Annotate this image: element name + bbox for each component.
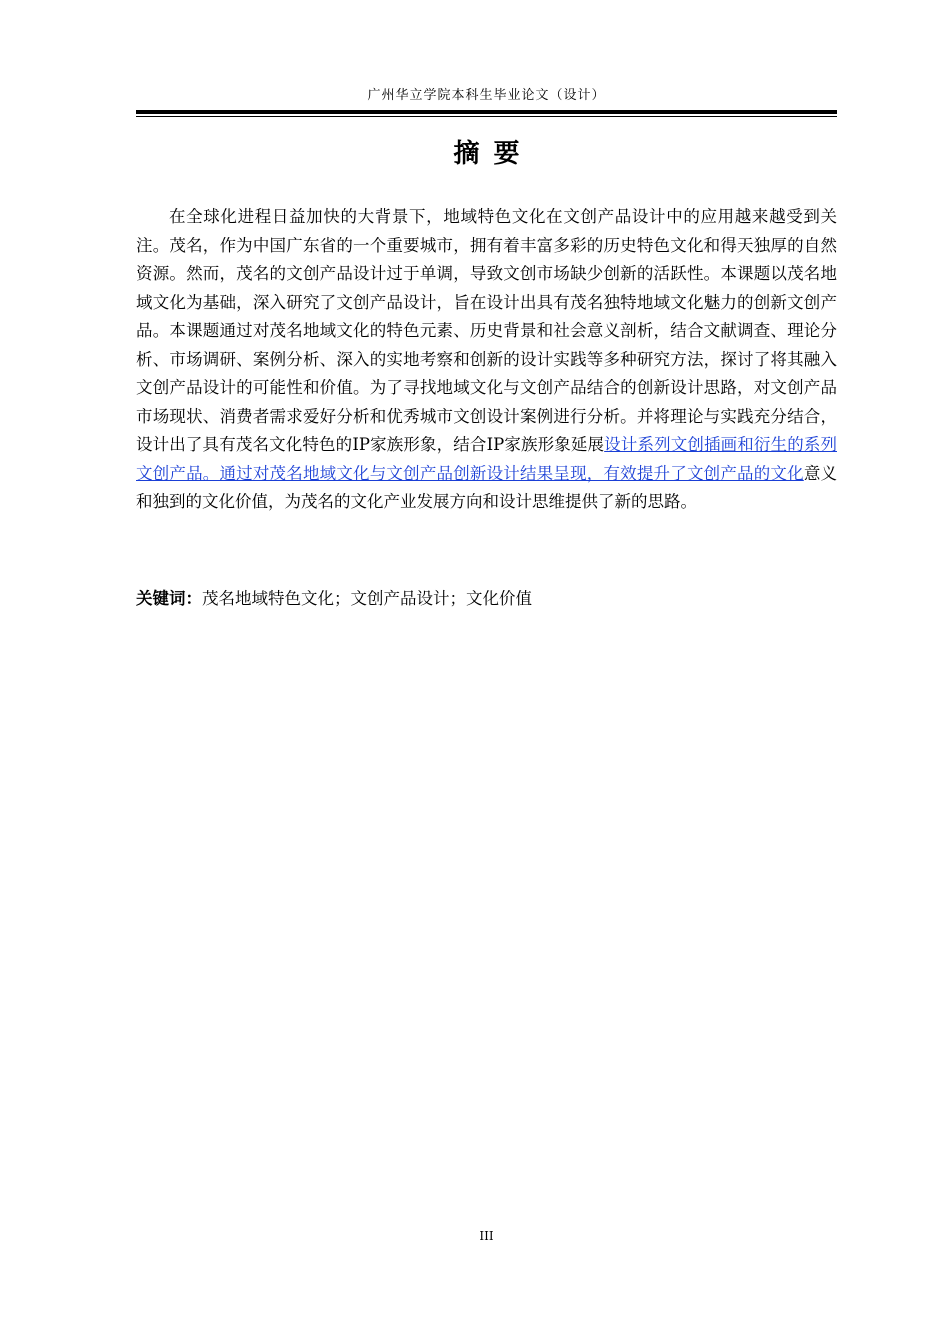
abstract-title: 摘要 [453,139,534,169]
abstract-text-before-link: 在全球化进程日益加快的大背景下，地域特色文化在文创产品设计中的应用越来越受到关注。茂名，作为中国广东省的一个重要城市，拥有着丰富多彩的历史特色文化和得天独厚的自然资源。然而，茂名的文创产品设计过于单调，导致文创市场缺少创新的活跃性。本课题以茂名地域文化为基础，深入研究了文创产品设计，旨在设计出具有茂名独特地域文化魅力的创新文创产品。本课题通过对茂名地域文化的特色元素、历史背景和社会意义剖析，结合文献调查、理论分析、市场调研、案例分析、深入的实地考察和创新的设计实践等多种研究方法，探讨了将其融入文创产品设计的可能性和价值。为了寻找地域文化与文创产品结合的创新设计思路，对文创产品市场现状、消费者需求爱好分析和优秀城市文创设计案例进行分析。并将理论与实践充分结合，设计出了具有茂名文化特色的IP家族形象，结合IP家族形象延展 [136,207,837,454]
page-number: III [479,1229,494,1243]
abstract-link[interactable]: 设计系列文创插画和衍生的系列文创产品。通过对茂名地域文化与文创产品创新设计结果呈现，有效提升了文创产品的文化 [136,435,837,483]
header-rule-thin [136,116,837,117]
keywords-label: 关键词： [136,589,202,608]
running-header: 广州华立学院本科生毕业论文（设计） [367,88,606,103]
header-rule-thick [136,110,837,114]
keywords [136,585,837,613]
abstract-body [136,203,837,517]
keywords-value: 茂名地域特色文化；文创产品设计；文化价值 [202,589,532,608]
abstract-text-after-link: 意义和独到的文化价值，为茂名的文化产业发展方向和设计思维提供了新的思路。 [136,463,838,511]
